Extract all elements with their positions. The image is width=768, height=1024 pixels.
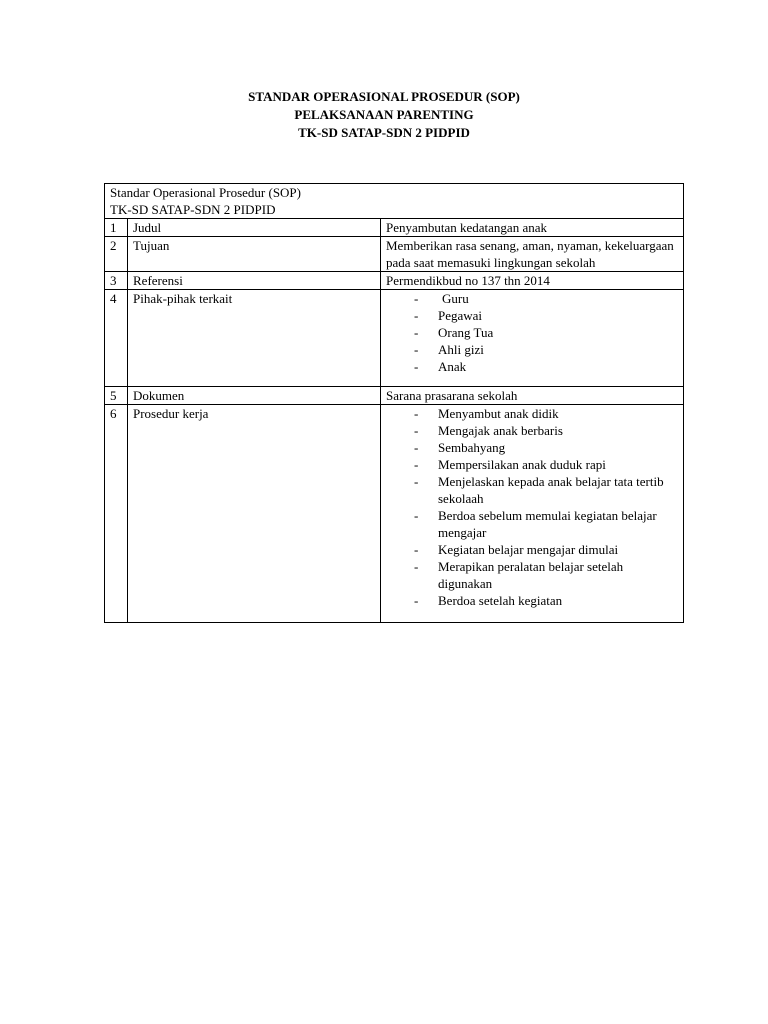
row-value — [381, 290, 684, 387]
table-row-pihak-terkait — [105, 290, 684, 387]
list-item: - Kegiatan belajar mengajar dimulai — [414, 542, 619, 557]
pihak-list — [386, 290, 678, 375]
row-label: Tujuan — [128, 237, 381, 272]
title-line-3: TK-SD SATAP-SDN 2 PIDPID — [298, 125, 470, 140]
row-label: Dokumen — [128, 387, 381, 405]
list-item: - Sembahyang — [414, 440, 506, 455]
row-number: 4 — [105, 290, 128, 387]
row-number: 6 — [105, 405, 128, 623]
prosedur-list — [386, 405, 678, 609]
table-header-cell — [105, 184, 684, 219]
table-row-judul — [105, 219, 684, 237]
row-value: Permendikbud no 137 thn 2014 — [381, 272, 684, 290]
row-value: Penyambutan kedatangan anak — [381, 219, 684, 237]
row-value — [381, 405, 684, 623]
row-number: 3 — [105, 272, 128, 290]
row-value: Memberikan rasa senang, aman, nyaman, kekeluargaan pada saat memasuki lingkungan sekolah — [381, 237, 684, 272]
row-label: Judul — [128, 219, 381, 237]
list-item: - Pegawai — [414, 308, 483, 323]
list-item: - Mempersilakan anak duduk rapi — [414, 457, 606, 472]
list-item: - Berdoa setelah kegiatan — [414, 593, 563, 608]
table-header-row — [105, 184, 684, 219]
table-header-line-2: TK-SD SATAP-SDN 2 PIDPID — [110, 202, 276, 217]
row-value: Sarana prasarana sekolah — [381, 387, 684, 405]
list-item: - Guru — [414, 291, 469, 306]
list-item: - Menjelaskan kepada anak belajar tata tertib sekolaah — [414, 474, 664, 506]
table-row-tujuan — [105, 237, 684, 272]
list-item: - Menyambut anak didik — [414, 406, 559, 421]
document-title-block — [0, 88, 768, 142]
row-label: Prosedur kerja — [128, 405, 381, 623]
table-row-referensi — [105, 272, 684, 290]
list-item: - Berdoa sebelum memulai kegiatan belajar mengajar — [414, 508, 657, 540]
list-item: - Anak — [414, 359, 467, 374]
sop-table — [104, 183, 684, 623]
list-item: - Orang Tua — [414, 325, 494, 340]
list-item: - Merapikan peralatan belajar setelah digunakan — [414, 559, 624, 591]
row-number: 5 — [105, 387, 128, 405]
row-label: Referensi — [128, 272, 381, 290]
title-line-1: STANDAR OPERASIONAL PROSEDUR (SOP) — [248, 89, 520, 104]
list-item: - Ahli gizi — [414, 342, 484, 357]
table-header-line-1: Standar Operasional Prosedur (SOP) — [110, 185, 301, 200]
table-row-prosedur-kerja — [105, 405, 684, 623]
list-item: - Mengajak anak berbaris — [414, 423, 563, 438]
table-row-dokumen — [105, 387, 684, 405]
row-label: Pihak-pihak terkait — [128, 290, 381, 387]
row-number: 1 — [105, 219, 128, 237]
row-number: 2 — [105, 237, 128, 272]
title-line-2: PELAKSANAAN PARENTING — [294, 107, 474, 122]
